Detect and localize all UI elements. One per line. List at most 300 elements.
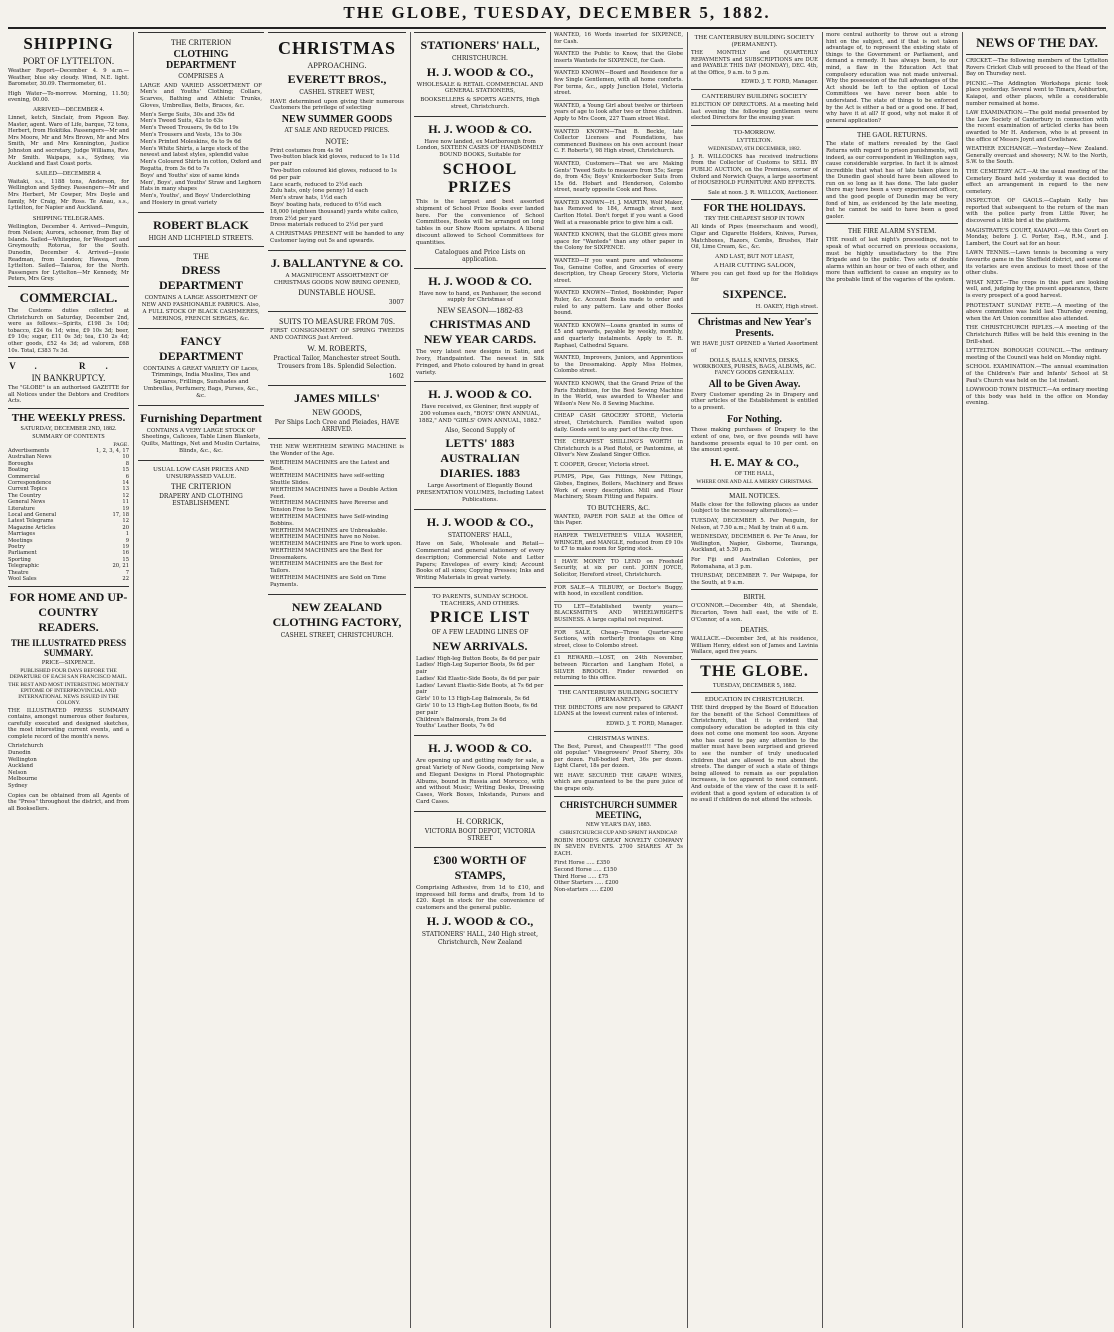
everett-bros: EVERETT BROS., bbox=[287, 72, 387, 86]
column-8 bbox=[966, 32, 1108, 1328]
price-line: Men's straw hats, 1½d each bbox=[270, 195, 347, 202]
cooper-grocer: T. COOPER, Grocer, Victoria street. bbox=[554, 461, 650, 468]
criterion-footer bbox=[138, 460, 264, 512]
sunday-teachers: TO PARENTS, SUNDAY SCHOOL TEACHERS, AND OTHERS. bbox=[432, 593, 528, 607]
butchers-heading: TO BUTCHERS, &C. bbox=[587, 503, 650, 512]
price-line: Men's Serge Suits, 30s and 35s 6d bbox=[140, 111, 235, 118]
news-item: WHAT NEXT.—The crops in this part are looking well, and, judging by the present appearance, there is every prospect of a good harvest. bbox=[966, 279, 1108, 299]
wanted-ad: CHEAP CASH GROCERY STORE, Victoria street, Christchurch. Families waited upon daily. Goods sent to any part of the city free. bbox=[554, 413, 683, 433]
index-row: Literature 19 bbox=[8, 505, 129, 512]
holidays-title: FOR THE HOLIDAYS. bbox=[703, 203, 806, 215]
price-line: 18,000 (eighteen thousand) yards white calico, from 2½d per yard bbox=[270, 208, 399, 222]
news-item: LAWN TENNIS.—Lawn tennis is becoming a very favourite game in the Sheffield district, and some of its votaries are even anxious to meet those of the other clubs. bbox=[966, 250, 1108, 277]
furnishing-department-ad bbox=[138, 405, 264, 460]
high-water: High Water—To-morrow. Morning, 11.50; evening, 00.00. bbox=[8, 90, 129, 104]
prize-line: Second Horse ..... £150 bbox=[554, 867, 617, 874]
building-society-text-2: THE MONTHLY and QUARTERLY REPAYMENTS and SUBSCRIPTIONS are DUE and PAYABLE THIS DAY (MONDAY), DEC. 4th, at the Office, 9 a.m. to 5 p.m. bbox=[691, 50, 818, 76]
news-item: THE CHRISTCHURCH RIFLES.—A meeting of the Christchurch Rifles will be held this evening in the Drill-shed. bbox=[966, 325, 1108, 345]
masthead bbox=[0, 0, 1114, 26]
wanted-ad: WANTED, a Young Girl about twelve or thirteen years of age to look after two or three children. Apply to Mrs Coom, 227 Tuam street West. bbox=[554, 102, 683, 122]
leader-continued: more central authority to throw out a strong hint on the subject, and if that is not taken advantage of, to represent the existing state of things to the Government or Parliament, and demand a remedy. It has always been, to our mind, a flaw in the Education Act that compulsory education was not made universal. Why the possession of the full advantages of the Act should be left to the option of Local Committees we have never been able to understand. The state of things to be enforced by the Act is either a bad or a good one. If bad, why have it at all? If good, why not make it of general application? bbox=[826, 32, 958, 124]
column-rule bbox=[410, 32, 411, 1328]
wertheim-line: WERTHEIM MACHINES have Reverse and Tension Free to Sew. bbox=[270, 500, 388, 514]
press-footer: Copies can be obtained from all Agents of the "Press" throughout the district, and from all Booksellers. bbox=[8, 792, 129, 812]
wertheim-line: WERTHEIM MACHINES are Unbreakable. bbox=[270, 527, 388, 534]
hall: STATIONERS' HALL, bbox=[447, 531, 513, 539]
wertheim-line: WERTHEIM MACHINES are Sold on Time Payments. bbox=[270, 575, 387, 588]
telegrams-heading: SHIPPING TELEGRAMS. bbox=[32, 214, 105, 222]
of-few: OF A FEW LEADING LINES OF bbox=[431, 629, 529, 636]
wertheim-line: WERTHEIM MACHINES are Fine to work upon. bbox=[270, 541, 402, 548]
price-line: Lace scarfs, reduced to 2½d each bbox=[270, 181, 363, 188]
home-readers-title: FOR HOME AND UP-COUNTRY READERS. bbox=[9, 589, 128, 634]
news-item: WEATHER EXCHANGE.—Yesterday—New Zealand. Generally overcast and showery; N.W. to the North, S.W. to the South. bbox=[966, 146, 1108, 166]
wood-firm: H. J. WOOD & CO. bbox=[428, 741, 532, 756]
price-list-ad bbox=[414, 587, 546, 735]
auction-title: TO-MORROW. bbox=[733, 128, 776, 136]
weather-report: Weather Report—December 4. 9 a.m.—Weather, blue sky cloudy. Wind, N.E. light. Barometer, 30.09. Thermometer, 61. bbox=[8, 68, 129, 88]
price-line: Boys' and Youths' size of same kinds bbox=[140, 172, 240, 179]
furnishing-title: Furnishing Department bbox=[140, 410, 262, 425]
divider bbox=[8, 286, 129, 287]
bankruptcy-title: IN BANKRUPTCY. bbox=[31, 373, 106, 384]
gaol-title: THE GAOL RETURNS. bbox=[857, 131, 927, 140]
james-mills-sub: NEW GOODS, bbox=[312, 407, 362, 417]
wood-address: STATIONERS' HALL, 240 High street, Christchurch, New Zealand bbox=[421, 931, 539, 946]
wood-firm: H. J. WOOD & CO. bbox=[428, 387, 532, 402]
weekly-press-summary: SUMMARY OF CONTENTS bbox=[32, 433, 105, 440]
contents-index bbox=[8, 448, 129, 583]
town-item: Dunedin bbox=[8, 750, 31, 757]
index-row: Marriages 1 bbox=[8, 531, 129, 538]
fire-title: THE FIRE ALARM SYSTEM. bbox=[847, 227, 937, 236]
vr-crest: V. R. bbox=[9, 361, 128, 372]
sections-ad: FOR SALE, Cheap—Three Quarter-acre Sections, with northerly frontages on King street, close to Colombo street. bbox=[554, 629, 683, 649]
column-rule bbox=[962, 32, 963, 1328]
illustrated-press-name: THE ILLUSTRATED PRESS SUMMARY. bbox=[10, 637, 127, 658]
wanted-ad: WANTED KNOWN—Board and Residence for a few Single Gentlemen, with all home comforts. For terms, &c., apply Junction Hotel, Victoria street. bbox=[554, 70, 683, 97]
prize-line: Third Horse ..... £75 bbox=[554, 873, 609, 880]
stationery-stock-ad bbox=[414, 509, 546, 587]
sailed-heading: SAILED—DECEMBER 4. bbox=[35, 170, 102, 177]
election-title: CANTERBURY BUILDING SOCIETY bbox=[701, 92, 808, 100]
price-line: Zulu hats, only (one penny) 1d each bbox=[270, 188, 369, 195]
gaol-text: The state of matters revealed by the Gaol Returns with regard to prison punishments, will indeed, as our correspondent in Wellington says, cause considerable surprise. In fact it is almost incredible that what has of late taken place in the Dunedin gaol should have been allowed to run on so long as it has done. The late gaoler there may have been a very experienced officer, and the good people of Dunedin may be very fond of him, as evidenced by the late meeting, but he cannot be said to have been a good gaoler. bbox=[826, 141, 958, 220]
robert-black-name: ROBERT BLACK bbox=[153, 217, 249, 232]
roberts-extra: Trousers from 18s. Splendid Selection. bbox=[277, 363, 397, 371]
arrived-text: Linnet, ketch, Sinclair, from Pigeon Bay. Master, agent. Waro of Life, barque, 72 tons, Herbert, from Hokitika. Passengers—Mr and Mrs Moore, Mr and Mrs Brown, Mr and Mrs Smith, Mr and Mrs Kennington, Justice Johnston and secretary, Judge Williams, Rev. Mr Smith. Waipapa, s.s., Sydney, via Auckland and East Coast ports. bbox=[8, 114, 129, 168]
wood-agents: BOOKSELLERS & SPORTS AGENTS, High street, Christchurch. bbox=[420, 97, 540, 110]
wood-firm: H. J. WOOD & CO. bbox=[428, 121, 532, 136]
mail-item: WEDNESDAY, DECEMBER 6. Per Te Anau, for Wellington, Napier, Gisborne, Tauranga, Auckland, at 5.30 p.m. bbox=[691, 534, 818, 554]
page-label: PAGE. bbox=[113, 441, 129, 448]
arrived-heading: ARRIVED—DECEMBER 4. bbox=[32, 106, 105, 113]
auction-sale: Sale at noon. J. R. WILLCOX, Auctioneer. bbox=[708, 189, 818, 196]
mail-item: THURSDAY, DECEMBER 7. Per Waipapa, for the South, at 9 a.m. bbox=[691, 573, 818, 586]
criterion-heading: THE CRITERION bbox=[170, 38, 232, 47]
hair-saloon: A HAIR CUTTING SALOON, bbox=[713, 261, 796, 269]
wood-firm: H. J. WOOD & CO., bbox=[426, 914, 534, 929]
roberts-name: W. M. ROBERTS, bbox=[307, 343, 367, 353]
criterion-lines bbox=[140, 112, 262, 207]
sale-reduced: AT SALE AND REDUCED PRICES. bbox=[284, 127, 390, 135]
weekly-press-title: THE WEEKLY PRESS. bbox=[11, 411, 126, 424]
oakey: H. OAKEY, High street. bbox=[755, 303, 818, 310]
index-row: Parliament 16 bbox=[8, 550, 129, 557]
press-text: THE ILLUSTRATED PRESS SUMMARY contains, amongst numerous other features, carefully executed and designed sketches, the most interesting current events, and a complete record of the month's news. bbox=[8, 707, 129, 740]
cashel-street: CASHEL STREET WEST, bbox=[299, 89, 375, 96]
town-item: Melbourne bbox=[8, 776, 38, 783]
commercial-text: The Customs duties collected at Christchurch on Saturday, December 2nd, were as follows:—Spirits, £198 3s 10d; tobacco, £24 6s 1d; wine, £9 10s 3d; beer, £9 10s; sugar, £11 0s 3d; tea, £10 2s 4d; other goods, £52 4s 3d; ad valorem, £68 10s. Total, £383 7s 3d. bbox=[8, 308, 129, 354]
wanted-ad: WANTED KNOWN—That B. Beckle, late Collector Licenses and Foundations, has commenced Business on his own account (near C. F. Roberts'), 98 High street, Christchurch. bbox=[554, 128, 683, 155]
wertheim-line: WERTHEIM MACHINES are the Best for Dressmakers. bbox=[270, 547, 383, 561]
may-sub: OF THE HALL, bbox=[734, 470, 775, 477]
wanted-ad: WANTED KNOWN, that the Grand Prize of the Paris Exhibition, for the Best Sewing Machine in the World, was awarded to Wheeler and Wilson's New No. 8 Sewing Machine. bbox=[554, 380, 683, 407]
news-item: THE CEMETERY ACT.—At the usual meeting of the Cemetery Board held yesterday it was decided to effect an arrangement in regard to the new cemetery. bbox=[966, 168, 1108, 195]
birth-title: BIRTH. bbox=[743, 593, 766, 602]
dress-text: CONTAINS A LARGE ASSORTMENT OF NEW AND FASHIONABLE FABRICS. Also, A FULL STOCK OF BLACK CASHMERES, MERINOS, FRENCH SERGES, &c. bbox=[141, 295, 261, 322]
christmas-approaching: APPROACHING. bbox=[307, 61, 367, 70]
christmas-ad bbox=[268, 32, 406, 250]
ad-number: 1602 bbox=[388, 372, 404, 380]
wanted-ad: WANTED, 16 Words inserted for SIXPENCE, for Cash. bbox=[554, 32, 683, 45]
column-1 bbox=[8, 32, 129, 1328]
season: NEW SEASON—1882-83 bbox=[437, 306, 523, 316]
price-list-title: PRICE LIST bbox=[429, 609, 531, 626]
sixpence: SIXPENCE. bbox=[722, 286, 787, 301]
column-6 bbox=[691, 32, 818, 1328]
press-published: PUBLISHED FOUR DAYS BEFORE THE DEPARTURE OF EACH SAN FRANCISCO MAIL. bbox=[9, 667, 128, 680]
fancy-title: FANCY DEPARTMENT bbox=[158, 333, 244, 363]
butchers-ad: WANTED, PAPER FOR SALE at the Office of this Paper. bbox=[554, 513, 683, 527]
fancy-department-ad bbox=[138, 328, 264, 405]
column-rule bbox=[822, 32, 823, 1328]
town-item: Sydney bbox=[8, 783, 28, 790]
news-item: MAGISTRATE'S COURT, KAIAPOI.—At this Court on Monday, before J. C. Porter, Esq., R.M., and J. Lambert, the Court sat for an hour. bbox=[966, 227, 1108, 247]
pumps-ad: PUMPS, Pipe, Gas Fittings, New Fittings, Globes, Engines, Boilers, Machinery and Brass Work of every description. Mill and Flour Machinery, Steam Fitting and Repairs. bbox=[554, 474, 683, 501]
boot-line: Girls' 10 to 13 High-Leg Balmorals, 5s 6d bbox=[416, 696, 530, 703]
nothing-text: Those making purchases of Drapery to the extent of one, two, or five pounds will have handsome presents equal to 10 per cent. on the amount spent. bbox=[691, 427, 818, 454]
dress-heading: THE bbox=[193, 252, 209, 262]
holidays-try: TRY THE CHEAPEST SHOP IN TOWN bbox=[704, 216, 805, 223]
wood-firm: H. J. WOOD & CO. bbox=[428, 273, 532, 288]
mail-text: Mails close for the following places as under (subject to the necessary alterations):— bbox=[691, 501, 818, 515]
stocks: Have on Sale, Wholesale and Retail—Commercial and general stationery of every description; Commercial Note and Letter Papers; Envelopes of every kind; Account Books of all sizes; Copying Presses; Inks and Writing Materials in great variety. bbox=[416, 541, 544, 582]
may-firm: H. E. MAY & CO., bbox=[710, 456, 799, 469]
building-society-text: THE DIRECTORS are now prepared to GRANT LOANS at the lowest current rates of interest. bbox=[554, 704, 683, 718]
ballantyne-ad bbox=[268, 250, 406, 312]
shillings-worth: THE CHEAPEST SHILLING'S WORTH in Christchurch is a Pied Rotol, or Pantomime, at Oliver's New Zealand Singer Office. bbox=[554, 439, 683, 459]
auction-place: LYTTELTON. bbox=[736, 137, 773, 144]
christmas-wines-text: The Best, Purest, and Cheapest!!! "The good old popular." Vinegrowers' Proof Sherry, 30s per dozen. Full-bodied Port, 36s per dozen. Light Claret, 18s per dozen. bbox=[554, 743, 683, 770]
criterion-ad bbox=[138, 32, 264, 212]
prize-list bbox=[554, 860, 683, 893]
price-line: Print costumes from 4s 9d bbox=[270, 147, 343, 154]
index-row: Local and General 17, 18 bbox=[8, 512, 129, 519]
every-customer: Every Customer spending 2s in Drapery and other articles of the Establishment is entitled to a present. bbox=[691, 391, 818, 411]
christmas-prices bbox=[270, 148, 404, 230]
note-label: NOTE: bbox=[325, 136, 349, 146]
corrick-address: VICTORIA BOOT DEPOT, VICTORIA STREET bbox=[424, 827, 536, 843]
index-row: The Country 12 bbox=[8, 492, 129, 499]
bankruptcy-text: The "GLOBE" is an authorised GAZETTE for all Notices under the Debtors and Creditors Acts. bbox=[8, 385, 129, 405]
criterion-drapery: DRAPERY AND CLOTHING ESTABLISHMENT. bbox=[159, 492, 243, 508]
price-line: Two-button coloured kid gloves, reduced to 1s 6d per pair bbox=[270, 167, 397, 181]
news-item: PROTESTANT SUNDAY FETE.—A meeting of the above committee was held last Thursday evening, when the Art Union committee also attended. bbox=[966, 302, 1108, 322]
money-ad: I HAVE MONEY TO LEND on Freehold Security, at six per cent. JOHN JOYCE, Solicitor, Hereford street, Christchurch. bbox=[554, 558, 683, 578]
news-item: LOWWOOD TOWN DISTRICT.—An ordinary meeting of this body was held in the office on Monday evening. bbox=[966, 387, 1108, 407]
divider bbox=[8, 357, 129, 358]
town-item: Auckland bbox=[8, 763, 34, 770]
wertheim-line: WERTHEIM MACHINES have self-setting Shuttle Slides. bbox=[270, 473, 385, 486]
column-rule bbox=[550, 32, 551, 1328]
index-row: Current Topics 13 bbox=[8, 486, 129, 493]
divider bbox=[8, 408, 129, 409]
wertheim-line: WERTHEIM MACHINES are the Latest and Best. bbox=[270, 459, 390, 473]
wanted-ad: WANTED the Public to Know, that the Globe inserts Wanteds for SIXPENCE, for Cash. bbox=[554, 51, 683, 64]
news-item: LAW EXAMINATION.—The gold medal presented by the Law Society of Canterbury in connection with the recent examination of articled clerks has been awarded to Mr H. Anderson, who is at present in the office of Messrs Joynt and Cowlishaw. bbox=[966, 110, 1108, 143]
roberts-address: Practical Tailor, Manchester street South. bbox=[273, 354, 401, 362]
news-item: SCHOOL EXAMINATION.—The annual examination of the Children's Fair and Infants' School at St Paul's Church was held on the 1st instant. bbox=[966, 364, 1108, 384]
column-rule bbox=[133, 32, 134, 1328]
stationers-hall-ad bbox=[414, 32, 546, 116]
column-7 bbox=[826, 32, 958, 1328]
wertheim-lines bbox=[270, 460, 404, 589]
prize-line: Non-starters ..... £200 bbox=[554, 886, 614, 893]
index-row: Correspondence 14 bbox=[8, 480, 129, 486]
presents-items: DOLLS, BALLS, KNIVES, DESKS, WORKBOXES, PURSES, BAGS, ALBUMS, &C. FANCY GOODS GENERALLY. bbox=[693, 357, 816, 376]
albums-ad bbox=[414, 735, 546, 811]
news-item: LYTTELTON BOROUGH COUNCIL.—The ordinary meeting of the Council was held on Monday night. bbox=[966, 348, 1108, 361]
leader-text: THE third dropped by the Board of Education for the benefit of the School Committees of Christchurch, that it is evident that compulsory education be adopted in this city does not come one moment too soon. Anyone who has cared to pay any attention to the matter must have been surprised and grieved to see the number of truly uneducated children that are allowed to run about the streets. The danger of such a state of things being allowed to remain as our population increases, is too apparent to need comment. And outside of the view of the case it is self-evident that a good system of education is of no avail if children do not attend the schools. bbox=[691, 704, 818, 804]
auction-date: WEDNESDAY, 6TH DECEMBER, 1882. bbox=[708, 145, 801, 152]
haircut-text: Where you can get fixed up for the Holidays for bbox=[691, 270, 818, 284]
wanted-ad: WANTED KNOWN—Loans granted in sums of £5 and upwards, payable by weekly, monthly, and quarterly instalments. Apply to E. R. Raphael, Cathedral Square. bbox=[554, 322, 683, 349]
christmas-cards-ad bbox=[414, 268, 546, 382]
furnishing-text: CONTAINS A VERY LARGE STOCK OF Sheetings, Calicoes, Table Linen Blankets, Quilts, Mattings, Net and Muslin Curtains, Blinds, &c., &c. bbox=[141, 427, 261, 454]
wood-firm: H. J. WOOD & CO., bbox=[426, 514, 534, 529]
wanted-ad: WANTED, Customers—That we are Making Gents' Tweed Suits to measure from 55s; Serge do, from 45s; Boys' Knickerbocker Suits from 15s 6d. Hobart and Henderson, Colombo street, nearly opposite Cook and Ross. bbox=[554, 160, 683, 194]
town-item: Nelson bbox=[8, 769, 27, 776]
criterion-assortment: LARGE AND VARIED ASSORTMENT OF Men's and Youths' Clothing; Collars, Scarves, Bathing and Athletic Trunks, Gloves, Umbrellas, Belts, Braces, &c. bbox=[140, 82, 262, 109]
commercial-title: COMMERCIAL. bbox=[19, 290, 118, 306]
mail-item: TUESDAY, DECEMBER 5. Per Penguin, for Nelson, at 7.50 a.m.; Mail by train at 6 a.m. bbox=[691, 518, 818, 531]
ad-number: 3007 bbox=[388, 299, 404, 307]
wanted-ad: WANTED KNOWN—H. J. MARTIN, Wolf Maker, has Removed to 184, Armagh street, next Carlton Hotel. Don't forget if you want a Good Well at a reasonable price to give him a call. bbox=[554, 199, 683, 226]
deaths-title: DEATHS. bbox=[740, 626, 769, 635]
tilbury-ad: FOR SALE—A TILBURY, or Doctor's Buggy, with hood, in excellent condition. bbox=[554, 584, 683, 598]
price-line: Men's Tweed Trousers, 9s 6d to 19s bbox=[140, 125, 239, 132]
index-row: Poetry 19 bbox=[8, 544, 129, 551]
globe-title: THE GLOBE. bbox=[700, 662, 809, 680]
mail-title: MAIL NOTICES. bbox=[729, 491, 780, 500]
school-prizes-ad bbox=[414, 116, 546, 268]
annuals-text: Have received, ex Gleniner, first supply of 200 volumes each, "BOYS' OWN ANNUAL, 1882," AND "GIRLS' OWN ANNUAL, 1882." bbox=[418, 404, 542, 425]
price-line: Men's Coloured Shirts in cotton, Oxford and Regatta, from 3s 6d to 7s bbox=[140, 159, 262, 173]
price-line: Men's Tweed Suits, 42s to 63s bbox=[140, 118, 224, 125]
auction-text: J. R. WILLCOCKS has received instructions from the Collector of Customs to SELL BY PUBLIC AUCTION, on the Premises, corner of Oxford and Norwich Quays, a large assortment of HOUSEHOLD FURNITURE AND EFFECTS. bbox=[691, 153, 818, 187]
boot-line: Children's Balmorals, from 3s 6d bbox=[416, 716, 507, 723]
divider bbox=[8, 586, 129, 587]
letts-text: Large Assortment of Elegantly Bound PRESENTATION VOLUMES, Including Latest Publications. bbox=[416, 483, 544, 503]
boots-lines bbox=[416, 656, 544, 731]
price-line: Boys' boating hats, reduced to 6½d each bbox=[270, 201, 382, 208]
catalogues: Catalogues and Price Lists on application. bbox=[434, 248, 526, 264]
index-row: Commercial 6 bbox=[8, 473, 129, 480]
corrick-name: H. CORRICK, bbox=[456, 816, 504, 826]
index-row: Telegraphic 20, 21 bbox=[8, 563, 129, 570]
usual-prices: USUAL LOW CASH PRICES AND UNSURPASSED VALUE. bbox=[153, 465, 249, 480]
suits-ad bbox=[268, 311, 406, 385]
column-5 bbox=[554, 32, 683, 1328]
corrick-ad bbox=[414, 811, 546, 847]
school-prizes-title: SCHOOL PRIZES bbox=[442, 161, 518, 197]
index-row: Boating 15 bbox=[8, 467, 129, 474]
james-mills-text: Per Ships Loch Cree and Pleiades, HAVE ARRIVED. bbox=[274, 418, 400, 434]
town-item: Christchurch bbox=[8, 743, 44, 750]
shipping-title: SHIPPING bbox=[23, 34, 114, 53]
boot-line: Ladies' High-Leg Superior Boots, 9s 6d per pair bbox=[416, 662, 535, 676]
stamps-ad bbox=[414, 847, 546, 950]
harper-ad: HARPER TWELVETREE'S VILLA WASHER, WRINGER, and MANGLE, reduced from £9 10s to £7 to make room for Spring stock. bbox=[554, 533, 683, 553]
new-arrivals: NEW ARRIVALS. bbox=[432, 638, 528, 653]
presents-text: WE HAVE JUST OPENED a Varied Assortment of bbox=[691, 341, 818, 355]
dress-title: DRESS DEPARTMENT bbox=[158, 263, 244, 293]
nz-clothing-name: NEW ZEALAND CLOTHING FACTORY, bbox=[272, 599, 402, 629]
boot-line: Ladies' High-leg Button Boots, 8s 6d per pair bbox=[416, 655, 540, 662]
wanted-ad: WANTED KNOWN—Tinted, Bookbinder, Paper Ruler, &c. Account Books made to order and ruled to any pattern. Law and other Books bound. bbox=[554, 290, 683, 317]
building-society-manager-2: EDWD. J. T. FORD, Manager. bbox=[741, 79, 818, 86]
prize-line: Other Starters ..... £200 bbox=[554, 880, 619, 887]
mail-item: For Fiji and Australian Colonies, per Rotomahana, at 3 p.m. bbox=[691, 556, 818, 570]
press-tagline: THE BEST AND MOST INTERESTING MONTHLY EPITOME OF INTERPROVINCIAL AND INTERNATIONAL NEWS ISSUED IN THE COLONY. bbox=[8, 681, 129, 706]
column-rule bbox=[687, 32, 688, 1328]
wanted-ad: WANTED KNOWN, that the GLOBE gives more space for "Wanteds" than any other paper in the Colony for SIXPENCE. bbox=[554, 232, 683, 252]
wanted-ad: WANTED—If you want pure and wholesome Tea, Genuine Coffee, and Groceries of every description, try Cheap Grocery Store, Victoria street. bbox=[554, 258, 683, 284]
wertheim-heading: THE NEW WERTHEIM SEWING MACHINE is the Wonder of the Age. bbox=[270, 443, 404, 457]
price-line: Men's, Youths', and Boys' Underclothing and Hosiery in great variety bbox=[140, 193, 251, 207]
dress-department-ad bbox=[138, 246, 264, 327]
cards-intro: Have now to hand, ex Panhauer, the second supply for Christmas of bbox=[419, 290, 541, 304]
summer-meeting-title: CHRISTCHURCH SUMMER MEETING, bbox=[559, 799, 678, 820]
wood-firm: H. J. WOOD & CO., bbox=[426, 64, 534, 79]
stamps-text: Comprising Adhesive, from 1d to £10, and impressed bill forms and drafts, from 1d to £20. Kept in stock for the convenience of customers and the general public. bbox=[416, 884, 544, 912]
christmas-wines-title: CHRISTMAS WINES. bbox=[588, 734, 649, 742]
james-mills-ad bbox=[268, 385, 406, 438]
summer-meeting-text: ROBIN HOOD'S GREAT NOVELTY COMPANY IN SEVEN EVENTS. 2700 SHARES AT 5s EACH. bbox=[554, 837, 683, 857]
wertheim-line: WERTHEIM MACHINES have no Noise. bbox=[270, 534, 380, 541]
letts-diaries: LETTS' 1883 AUSTRALIAN DIARIES. 1883 bbox=[439, 436, 520, 481]
presents-title: Christmas and New Year's Presents. bbox=[697, 317, 812, 340]
building-society-manager: EDWD. J. T. FORD, Manager. bbox=[606, 720, 683, 727]
dunstable-house: DUNSTABLE HOUSE. bbox=[298, 288, 376, 298]
wertheim-line: WERTHEIM MACHINES have a Double Action Feed. bbox=[270, 486, 398, 500]
given-away: All to be Given Away. bbox=[708, 378, 801, 390]
for-nothing: For Nothing. bbox=[727, 414, 782, 426]
prizes-text: This is the largest and best assorted shipment of School Prize Books ever landed here. For the convenience of School Committees, Books will be arranged on long tables in our Show Room upstairs. A liberal discount allowed to School Committees for quantities. bbox=[416, 199, 544, 246]
ballantyne-text: A MAGNIFICENT ASSORTMENT OF CHRISTMAS GOODS NOW BRING OPENED, bbox=[273, 272, 401, 286]
leader-title: EDUCATION IN CHRISTCHURCH. bbox=[704, 695, 805, 703]
globe-date: TUESDAY, DECEMBER 5, 1882. bbox=[712, 682, 797, 689]
price-line: Two-button black kid gloves, reduced to 1s 11d per pair bbox=[270, 154, 400, 168]
suits-text: FIRST CONSIGNMENT OF SPRING TWEEDS AND COATINGS Just Arrived. bbox=[270, 328, 404, 342]
summer-meeting-sub: CHRISTCHURCH CUP AND SPRINT HANDICAP. bbox=[559, 829, 678, 836]
weekly-press-date: SATURDAY, DECEMBER 2ND, 1882. bbox=[20, 425, 117, 432]
boot-line: Ladies' Levant Elastic-Side Boots, at 7s 6d per pair bbox=[416, 682, 544, 696]
building-society-title-2: THE CANTERBURY BUILDING SOCIETY (PERMANENT). bbox=[694, 34, 815, 48]
robert-black-ad bbox=[138, 212, 264, 247]
james-mills-name: JAMES MILLS' bbox=[294, 390, 380, 405]
price-line: Men', Boys', and Youths' Straw and Leghorn Hats in many shapes bbox=[140, 179, 262, 193]
cards-desc: The very latest new designs in Satin, and Ivory, Handpainted. The newest in Silk Fringed, and Photo coloured by hand in great variety. bbox=[416, 349, 544, 376]
wertheim-line: WERTHEIM MACHINES are the Best for Tailors. bbox=[270, 561, 383, 575]
stamps-title: £300 WORTH OF STAMPS, bbox=[433, 852, 527, 882]
robert-black-address: HIGH AND LICHFIELD STREETS. bbox=[148, 234, 254, 242]
town-item: Wellington bbox=[8, 756, 37, 763]
holidays-last: AND LAST, BUT NOT LEAST, bbox=[715, 253, 794, 260]
albums-text: Are opening up and getting ready for sale, a great Variety of New Goods, comprising New and Elegant Designs in Floral Photographic Albums, bound in Russia and Morocco, with and without Music; Writing Desks, Dressing Cases, Work Boxes, Inkstands, Purses and Card Cases. bbox=[416, 758, 544, 806]
holidays-text: All kinds of Pipes (meerschaum and wood), Cigar and Cigarette Holders, Knives, Purses, Matchboxes, Razors, Combs, Brushes, Hair Oil, Lime Cream, &c., &c. bbox=[691, 224, 818, 251]
stationers-city: CHRISTCHURCH. bbox=[452, 55, 508, 62]
telegrams-text: Wellington, December 4. Arrived—Penguin, from Nelson; Aurora, schooner, from Bay of Islands. Sailed—Whitepine, for Westport and Greymouth; Rotorua, for the South. Dunedin, December 4. Arrived—Jessie Readman, from London; Hawea, from Lyttelton. Sailed—Taiaroa, for the North. Passengers for Lyttelton—Mr Kennedy, Mr Peters, Mrs Grey. bbox=[8, 223, 129, 283]
blacksmiths-ad: TO LET—Established twenty years—BLACKSMITH'S AND WHEELWRIGHT'S BUSINESS. A large capital not required. bbox=[554, 603, 683, 623]
news-item: INSPECTOR OF GAOLS.—Captain Kelly has reported that subsequent to the return of the man with the police party from Little River, he discovered a little bird at the platform. bbox=[966, 198, 1108, 225]
wertheim-line: WERTHEIM MACHINES have Self-winding Bobbins. bbox=[270, 513, 389, 527]
index-row: Meetings 9 bbox=[8, 537, 129, 544]
price-line: Men's Printed Moleskins, 6s to 9s 6d bbox=[140, 138, 241, 145]
boot-line: Youths' Leather Boots, 7s 6d bbox=[416, 723, 495, 730]
birth-text: O'CONNOR.—December 4th, at Shendale, Riccarton, Town hall east, the wife of E. O'Connor, of a son. bbox=[691, 603, 818, 623]
criterion-name: THE CRITERION bbox=[170, 481, 232, 491]
prize-line: First Horse ..... £350 bbox=[554, 860, 610, 867]
price-line: Men's White Shirts, a large stock of the newest and latest styles, splendid value bbox=[140, 145, 249, 159]
reward-ad: £1 REWARD.—LOST, on 24th November, between Riccarton and Langham Hotel, a SILVER BROOCH. Finder rewarded on returning to this office. bbox=[554, 655, 683, 682]
suits-heading: SUITS TO MEASURE FROM 70S. bbox=[279, 317, 395, 327]
price-line: Dress materials reduced to 2½d per yard bbox=[270, 222, 383, 229]
index-row: Advertisements 1, 2, 3, 4, 17 bbox=[8, 447, 129, 454]
column-4 bbox=[414, 32, 546, 1328]
index-row: Theatre 7 bbox=[8, 569, 129, 576]
fancy-text: CONTAINS A GREAT VARIETY OF Laces, Trimmings, India Muslins, Ties and Squares, Frillings, Sunshades and Umbrellas, Perfumery, Bags, Purses, &c., &c. bbox=[143, 365, 259, 399]
news-item: CRICKET.—The following members of the Lyttelton Rovers Cricket Club will proceed to the Head of the Bay on Thursday next. bbox=[966, 58, 1108, 78]
masthead-title: THE GLOBE, TUESDAY, DECEMBER 5, 1882. bbox=[343, 3, 771, 22]
ballantyne-name: J. BALLANTYNE & CO. bbox=[270, 255, 404, 270]
column-2 bbox=[138, 32, 264, 1328]
nz-clothing-address: CASHEL STREET, CHRISTCHURCH. bbox=[280, 631, 394, 639]
index-row: Latest Telegrams 12 bbox=[8, 518, 129, 525]
also: Also, Second Supply of bbox=[445, 426, 515, 434]
index-row: General News 11 bbox=[8, 499, 129, 506]
sailed-text: Waitaki, s.s., 1188 tons, Anderson, for Wellington and Sydney. Passengers—Mr and Mrs Herbert, Mr Cowper, Mrs Doyle and family, Mr Craig, Mr Ross. Te Anau, s.s., Lyttelton, for Napier and Auckland. bbox=[8, 178, 129, 212]
index-row: Australian News 10 bbox=[8, 454, 129, 461]
wanted-ad: WANTED, Improvers, Juniors, and Apprentices to the Dressmaking. Apply Miss Holmes, Colombo street. bbox=[554, 355, 683, 375]
price-line: Men's Trousers and Vests, 15s to 30s bbox=[140, 132, 242, 139]
index-row: Wool Sales 22 bbox=[8, 576, 129, 583]
shipping-subtitle: PORT OF LYTTELTON. bbox=[22, 56, 115, 66]
may-tag: WHERE ONE AND ALL A MERRY CHRISTMAS. bbox=[696, 478, 813, 485]
boot-line: Ladies' Kid Elastic-Side Boots, 8s 6d per pair bbox=[416, 675, 540, 682]
christmas-title: CHRISTMAS bbox=[277, 38, 397, 58]
press-price: PRICE—SIXPENCE. bbox=[41, 659, 96, 666]
index-row: Boroughs 8 bbox=[8, 460, 129, 467]
fire-text: THE result of last night's proceedings, not to speak of what occurred on previous occasions, must be highly unsatisfactory to the Fire Brigade and to the public. Two sets of double alarms within an hour or two of each other, and more than sufficient to cause an enquiry as to the probable limit of the vagaries of the system. bbox=[826, 237, 958, 283]
stationers-title: STATIONERS' HALL, bbox=[420, 38, 540, 52]
landed-text: Have now landed, ex Marlborough from London, SIXTEEN CASES OF HANDSOMELY BOUND BOOKS, Suitable for bbox=[416, 138, 544, 159]
masthead-rule bbox=[8, 27, 1106, 29]
index-row: Sporting 15 bbox=[8, 556, 129, 563]
christmas-text: HAVE determined upon giving their numerous Customers the privilege of selecting bbox=[270, 98, 404, 112]
grape-wines: WE HAVE SECURED THE GRAPE WINES, which are guaranteed to be the pure juice of the grape only. bbox=[554, 772, 683, 793]
